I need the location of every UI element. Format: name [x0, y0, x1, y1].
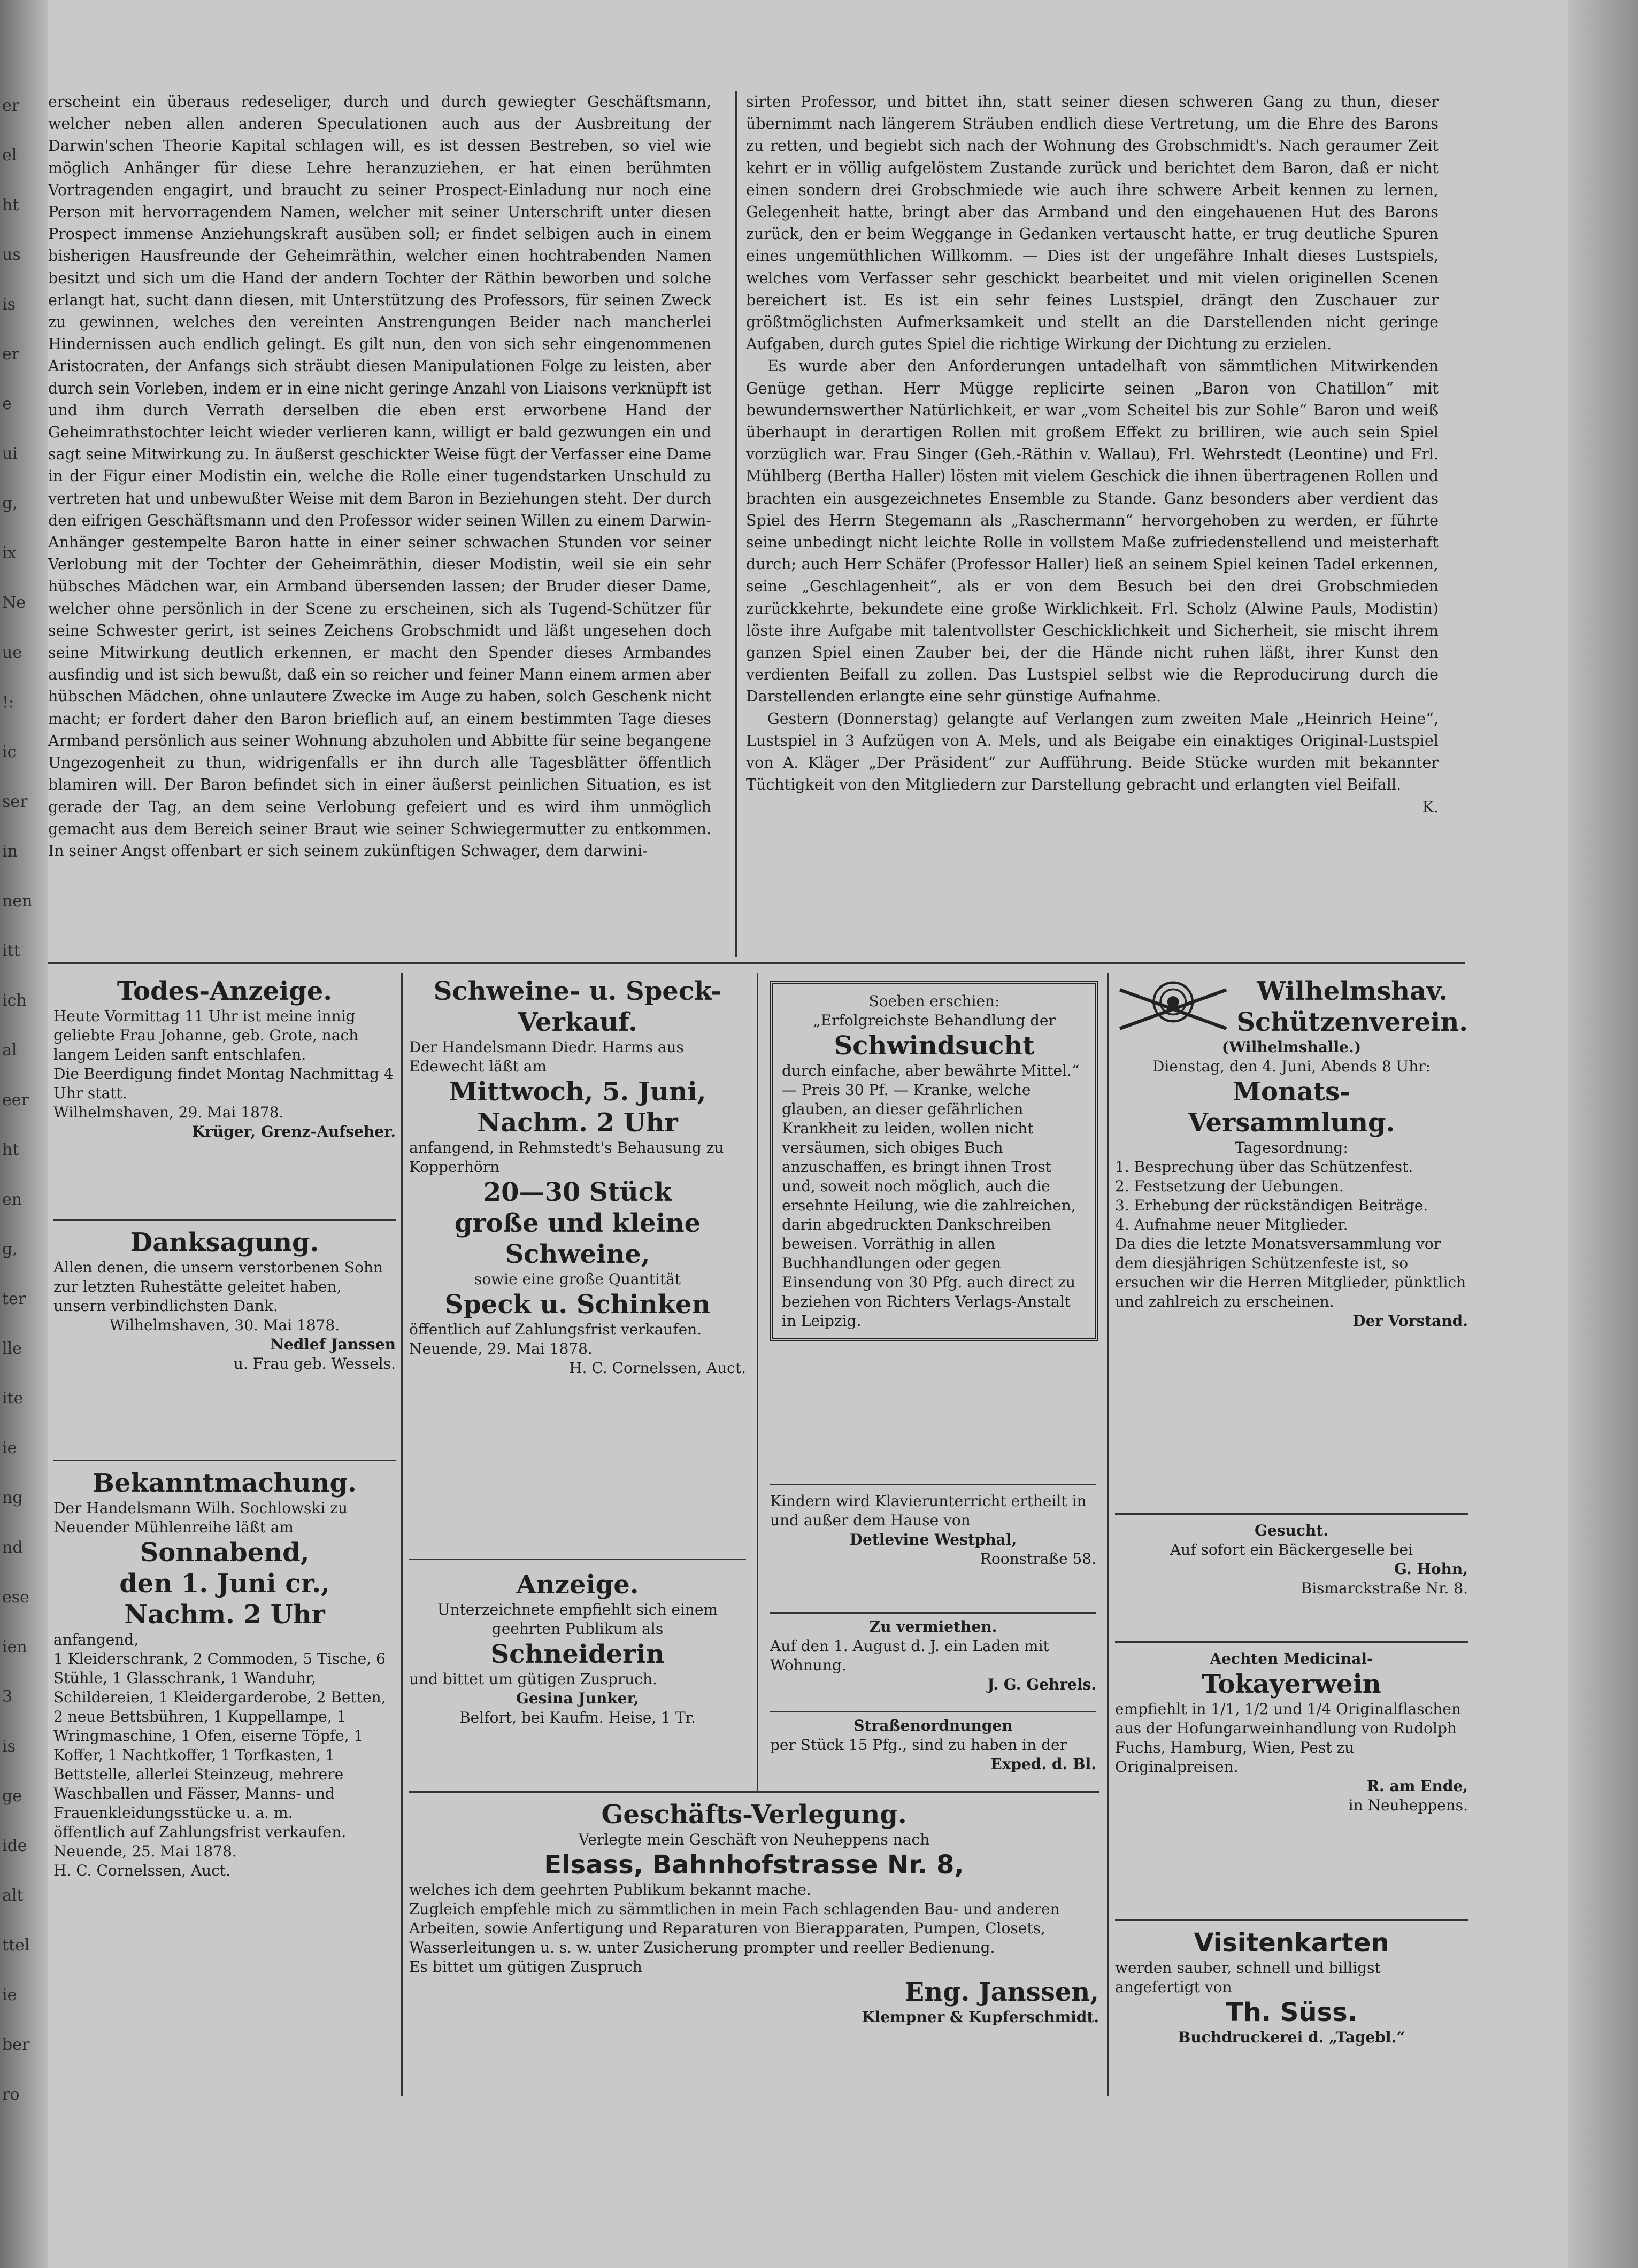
article-signature: K.	[1422, 798, 1439, 816]
pig-sale-what: Schweine,	[505, 1239, 650, 1269]
auction-signature: H. C. Cornelssen, Auct.	[53, 1862, 230, 1879]
club-text: Da dies die letzte Monatsversammlung vor dem diesjährigen Schützenfeste ist, so ersuchen wir die Herren Mitglieder, pünktlich und zahlreich zu erscheinen.	[1115, 1235, 1466, 1310]
pig-sale-text: öffentlich auf Zahlungsfrist verkaufen.	[409, 1321, 702, 1338]
death-notice	[53, 976, 396, 1141]
cards-name: Th. Süss.	[1226, 1997, 1357, 2027]
piano-lessons-ad	[770, 1492, 1096, 1569]
wanted-name: G. Hohn,	[1394, 1560, 1468, 1578]
shooting-club-ad	[1115, 976, 1468, 1331]
gutter-fragment: itt	[2, 942, 20, 960]
gutter-fragment: 3	[2, 1687, 13, 1706]
pig-sale-notice	[409, 976, 746, 1378]
relocation-text: Verlegte mein Geschäft von Neuheppens nach	[578, 1831, 930, 1848]
cards-text: werden sauber, schnell und billigst angefertigt von	[1115, 1959, 1381, 1996]
gutter-fragment: er	[2, 96, 20, 115]
wanted-title: Gesucht.	[1255, 1522, 1328, 1539]
auction-text: Der Handelsmann Wilh. Sochlowski zu Neuender Mühlenreihe läßt am	[53, 1499, 348, 1536]
gutter-fragment: nen	[2, 892, 33, 911]
auction-title: Bekanntmachung.	[93, 1468, 357, 1498]
gutter-fragment: al	[2, 1041, 17, 1060]
ad-divider	[53, 1219, 396, 1221]
ad-divider	[770, 1484, 1096, 1485]
gutter-fragment: !:	[2, 693, 14, 712]
club-event: Versammlung.	[1188, 1108, 1395, 1138]
gutter-fragment: ix	[2, 544, 17, 562]
tailor-what: Schneiderin	[490, 1639, 665, 1669]
gutter-fragment: ber	[2, 2035, 30, 2054]
relocation-text: Es bittet um gütigen Zuspruch	[409, 1958, 642, 1976]
gutter-fragment: ese	[2, 1588, 29, 1607]
auction-text: öffentlich auf Zahlungsfrist verkaufen.	[53, 1823, 347, 1841]
piano-ad-name: Detlevine Westphal,	[849, 1531, 1017, 1548]
rent-ad-title: Zu vermiethen.	[869, 1618, 997, 1636]
gutter-fragment: ie	[2, 1439, 17, 1457]
ad-divider	[770, 1711, 1096, 1712]
wanted-text: Auf sofort ein Bäckergeselle bei	[1170, 1541, 1413, 1559]
book-ad-consumption	[770, 981, 1098, 1341]
ad-divider	[1115, 1641, 1468, 1643]
pig-sale-text: sowie eine große Quantität	[474, 1270, 681, 1288]
death-notice-title: Todes-Anzeige.	[117, 976, 333, 1006]
gutter-fragment: ue	[2, 643, 22, 662]
street-ad-signature: Exped. d. Bl.	[990, 1755, 1096, 1773]
gutter-fragment: in	[2, 842, 18, 861]
thanks-signature: u. Frau geb. Wessels.	[233, 1355, 396, 1372]
relocation-text: welches ich dem geehrten Publikum bekannt mache.	[409, 1881, 811, 1899]
book-ad-text: durch einfache, aber bewährte Mittel.“ — Preis 30 Pf. — Kranke, welche glauben, an dieser gefährlichen Krankheit zu leiden, wollen nicht versäumen, sich obiges Buch anzuschaffen, es bringt ihnen Trost und, soweit noch möglich, auch die ersehnte Heilung, wie die zahlreichen, darin abgedruckten Dankschreiben beweisen. Vorräthig in allen Buchhandlungen oder gegen Einsendung von 30 Pfg. auch direct zu beziehen von Richters Verlags-Anstalt in Leipzig.	[782, 1062, 1080, 1330]
gutter-fragment: ttel	[2, 1936, 30, 1955]
page-edge	[1568, 0, 1638, 2268]
pig-sale-time: Nachm. 2 Uhr	[477, 1108, 678, 1138]
thanks-date: Wilhelmshaven, 30. Mai 1878.	[109, 1316, 340, 1334]
gutter-fragment: ien	[2, 1638, 27, 1656]
agenda-item: 3. Erhebung der rückständigen Beiträge.	[1115, 1197, 1428, 1214]
relocation-text: Zugleich empfehle mich zu sämmtlichen in mein Fach schlagenden Bau- und anderen Arbeiten, sowie Anfertigung und Reparaturen von Bierapparaten, Pumpen, Closets, Wasserleitungen u. s. w. unter Zusicherung prompter und reeller Bedienung.	[409, 1900, 1060, 1956]
section-divider	[48, 962, 1465, 964]
tailor-address: Belfort, bei Kaufm. Heise, 1 Tr.	[459, 1709, 696, 1726]
rent-ad-signature: J. G. Gehrels.	[987, 1676, 1096, 1693]
gutter-fragment: ter	[2, 1290, 26, 1308]
business-cards-ad	[1115, 1927, 1468, 2047]
ad-divider	[1115, 1513, 1468, 1515]
thanks-title: Danksagung.	[130, 1228, 319, 1258]
wanted-address: Bismarckstraße Nr. 8.	[1301, 1579, 1468, 1597]
pig-sale-date: Neuende, 29. Mai 1878.	[409, 1340, 593, 1357]
gutter-fragment: ro	[2, 2085, 20, 2104]
agenda-item: 2. Festsetzung der Uebungen.	[1115, 1177, 1344, 1195]
gutter-fragment: ser	[2, 792, 28, 811]
cards-title: Visitenkarten	[1194, 1928, 1389, 1958]
tokay-wine-ad	[1115, 1649, 1468, 1815]
column-divider	[401, 973, 403, 2096]
agenda-title: Tagesordnung:	[1235, 1139, 1348, 1156]
relocation-signature: Eng. Janssen,	[904, 1977, 1099, 2007]
gutter-fragment: ui	[2, 444, 18, 463]
gutter-fragment: ht	[2, 196, 19, 214]
tailor-title: Anzeige.	[516, 1570, 639, 1600]
gutter-fragment: ite	[2, 1389, 24, 1408]
auction-date-line: Neuende, 25. Mai 1878.	[53, 1842, 237, 1860]
column-divider	[1107, 973, 1109, 2096]
thanks-signature: Nedlef Janssen	[270, 1336, 396, 1353]
wine-signature: in Neuheppens.	[1348, 1796, 1468, 1814]
death-notice-signature: Krüger, Grenz-Aufseher.	[191, 1123, 396, 1140]
ad-divider	[770, 1612, 1096, 1614]
tailor-notice	[409, 1569, 746, 1727]
gutter-fragment: ng	[2, 1488, 23, 1507]
auction-notice-furniture	[53, 1468, 396, 1880]
article-paragraph: sirten Professor, und bittet ihn, statt seiner diesen schweren Gang zu thun, dieser übernimmt nach längerem Sträuben endlich diese Vertretung, um die Ehre des Barons zu retten, und begiebt sich nach der Wohnung des Grobschmidt's. Nach geraumer Zeit kehrt er in völlig aufgelöstem Zustande zurück und berichtet dem Baron, daß er nicht einen sondern drei Grobschmiede wie auch ihre schwere Arbeit kennen zu lernen, Gelegenheit hatte, bringt aber das Armband und den eingehauenen Hut des Barons zurück, den er beim Weggange in Gedanken vertauscht hatte, er trug deutliche Spuren eines ungemüthlichen Willkomm. — Dies ist der ungefähre Inhalt dieses Lustspiels, welches vom Verfasser sehr geschickt bearbeitet und mit vielen originellen Scenen bereichert ist. Es ist ein sehr feines Lustspiel, drängt den Zuschauer zur größtmöglichsten Aufmerksamkeit und stellt an die Darstellenden nicht geringe Aufgaben, durch gutes Spiel die richtige Wirkung der Dichtung zu erzielen.	[746, 93, 1439, 353]
ad-divider	[53, 1460, 396, 1461]
wanted-ad	[1115, 1521, 1468, 1598]
auction-text: anfangend,	[53, 1631, 139, 1648]
gutter-fragment: er	[2, 345, 20, 364]
cards-signature: Buchdruckerei d. „Tagebl.“	[1178, 2028, 1405, 2046]
pig-sale-what: Speck u. Schinken	[444, 1290, 711, 1320]
ad-divider	[409, 1559, 746, 1560]
piano-ad-text: Kindern wird Klavierunterricht ertheilt in und außer dem Hause von	[770, 1492, 1087, 1529]
gutter-fragment: is	[2, 295, 16, 314]
auction-time: Nachm. 2 Uhr	[124, 1600, 325, 1630]
article-left-column	[48, 91, 711, 862]
pig-sale-title: Verkauf.	[518, 1007, 637, 1037]
pig-sale-count: 20—30 Stück	[483, 1177, 672, 1207]
thanks-text: Allen denen, die unsern verstorbenen Sohn zur letzten Ruhestätte geleitet haben, unsern verbindlichsten Dank.	[53, 1259, 383, 1315]
pig-sale-text: anfangend, in Rehmstedt's Behausung zu Kopperhörn	[409, 1139, 724, 1176]
article-right-column	[746, 91, 1439, 818]
book-ad-quote: „Erfolgreichste Behandlung der	[813, 1012, 1056, 1029]
relocation-address: Elsass, Bahnhofstrasse Nr. 8,	[544, 1850, 964, 1880]
relocation-signature: Klempner & Kupferschmidt.	[862, 2008, 1099, 2026]
shooting-club-header	[1115, 976, 1468, 1038]
pig-sale-text: Der Handelsmann Diedr. Harms aus Edewecht läßt am	[409, 1038, 684, 1075]
ad-divider	[1115, 1919, 1468, 1921]
gutter-fragment: el	[2, 146, 17, 165]
death-notice-text: Die Beerdigung findet Montag Nachmittag 4 Uhr statt.	[53, 1065, 394, 1102]
wine-signature: R. am Ende,	[1366, 1777, 1468, 1795]
pig-sale-day: Mittwoch, 5. Juni,	[449, 1077, 706, 1107]
article-paragraph: Gestern (Donnerstag) gelangte auf Verlangen zum zweiten Male „Heinrich Heine“, Lustspiel in 3 Aufzügen von A. Mels, und als Beigabe ein einaktiges Original-Lustspiel von A. Kläger „Der Präsident“ zur Aufführung. Beide Stücke wurden mit bekannter Tüchtigkeit von den Mitgliedern zur Darstellung gebracht und erlangten viel Beifall.	[746, 709, 1439, 794]
gutter-fragment: e	[2, 395, 12, 413]
tailor-name: Gesina Junker,	[516, 1690, 639, 1707]
thanks-notice	[53, 1227, 396, 1374]
gutter-fragment: lle	[2, 1339, 22, 1358]
pig-sale-what: große und kleine	[454, 1208, 701, 1238]
target-rifles-icon	[1115, 977, 1231, 1036]
tailor-text: Unterzeichnete empfiehlt sich einem geehrten Publikum als	[437, 1601, 718, 1638]
club-title: Schützenverein.	[1236, 1007, 1468, 1037]
wine-text: empfiehlt in 1/1, 1/2 und 1/4 Originalflaschen aus der Hofungarweinhandlung von Rudolph Fuchs, Hamburg, Wien, Pest zu Originalpreisen.	[1115, 1700, 1461, 1776]
club-title: Wilhelmshav.	[1257, 976, 1448, 1006]
pig-sale-title: Schweine- u. Speck-	[433, 976, 722, 1006]
gutter-fragment: eer	[2, 1091, 29, 1109]
gutter-fragment: Ne	[2, 593, 26, 612]
club-signature: Der Vorstand.	[1352, 1312, 1468, 1330]
auction-items: 1 Kleiderschrank, 2 Commoden, 5 Tische, 6 Stühle, 1 Glasschrank, 1 Wanduhr, Schildereien, 1 Kleidergarderobe, 2 Betten, 2 neue Bettsbühren, 1 Kuppellampe, 1 Wringmaschine, 1 Ofen, eiserne Töpfe, 1 Koffer, 1 Nachtkoffer, 1 Torfkasten, 1 Bettstelle, allerlei Steinzeug, mehrere Waschballen und Fässer, Manns- und Frauenkleidungsstücke u. a. m.	[53, 1650, 386, 1822]
gutter-fragment: en	[2, 1190, 22, 1209]
club-event: Monats-	[1232, 1077, 1351, 1107]
gutter-fragment: is	[2, 1737, 16, 1756]
piano-ad-address: Roonstraße 58.	[980, 1550, 1096, 1568]
article-paragraph: erscheint ein überaus redeseliger, durch und durch gewiegter Geschäftsmann, welcher neben allen anderen Speculationen auch aus der Ausbreitung der Darwin'schen Theorie Kapital schlagen will, es ist dessen Bestreben, so viel wie möglich Anhänger für diese Lehre heranzuziehen, er hat einen berühmten Vortragenden engagirt, und braucht zu seiner Prospect-Einladung nur noch eine Person mit hervorragendem Namen, welcher mit seiner Unterschrift unter diesen Prospect immense Anziehungskraft ausüben soll; er findet selbigen auch in einem bisherigen Hausfreunde der Geheimräthin, welcher einen hochtrabenden Namen besitzt und sich um die Hand der andern Tochter der Räthin beworben und solche erlangt hat, sucht dann diesen, mit Unterstützung des Professors, für seinen Zweck zu gewinnen, welches den vereinten Anstrengungen Beider nach mancherlei Hindernissen auch endlich gelingt. Es gilt nun, den von sich sehr eingenommenen Aristocraten, der Anfangs sich sträubt diesen Manipulationen Folge zu leisten, aber durch sein Vorleben, indem er in eine nicht geringe Anzahl von Liaisons verknüpft ist und ihm durch Verrath derselben die eben erst erworbene Hand der Geheimrathstochter leicht wieder verlieren kann, willigt er bald gezwungen ein und sagt seine Mitwirkung zu. In äußerst geschickter Weise fügt der Verfasser eine Dame in der Figur einer Modistin ein, welche die Rolle einer tugendstarken Unschuld zu vertreten hat und unbewußter Weise mit dem Baron in Beziehungen steht. Der durch den eifrigen Geschäftsmann und den Professor wider seinen Willen zu einem Darwin-Anhänger gestempelte Baron hatte in einer seiner schwachen Stunden vor seiner Verlobung mit der Tochter der Geheimräthin, dieser Modistin, weil sie ein sehr hübsches Mädchen war, ein Armband übersenden lassen; der Bruder dieser Dame, welcher ohne persönlich in der Scene zu erscheinen, sich als Tugend-Schützer für seine Schwester gerirt, ist seines Zeichens Grobschmidt und läßt ungesehen doch seine Mitwirkung deutlich erkennen, er macht den Spender dieses Armbandes ausfindig und ist sich bewußt, daß ein so reicher und feiner Mann einem armen aber hübschen Mädchen, ohne unlautere Zwecke im Auge zu haben, solch Geschenk nicht macht; er fordert daher den Baron brieflich auf, an einem bestimmten Tage dieses Armband persönlich aus seiner Wohnung abzuholen und Abbitte für seine begangene Ungezogenheit zu thun, widrigenfalls er ihn durch alle Tagesblätter öffentlich blamiren will. Der Baron befindet sich in einer äußerst peinlichen Situation, es ist gerade der Tag, an dem seine Verlobung gefeiert und es wird ihm unmöglich gemacht aus dem Bereich seiner Braut wie seiner Schwiegermutter zu entkommen. In seiner Angst offenbart er sich seinem zukünftigen Schwager, dem darwini-	[48, 93, 711, 860]
article-paragraph: Es wurde aber den Anforderungen untadelhaft von sämmtlichen Mitwirkenden Genüge gethan. Herr Mügge replicirte seinen „Baron von Chatillon“ mit bewundernswerther Natürlichkeit, er war „vom Scheitel bis zur Sohle“ Baron und weiß überhaupt in derartigen Rollen mit großem Effekt zu brilliren, wie auch sein Spiel vorzüglich war. Frau Singer (Geh.-Räthin v. Wallau), Frl. Wehrstedt (Leontine) und Frl. Mühlberg (Bertha Haller) lösten mit vielem Geschick die ihnen übertragenen Rollen und brachten ein ausgezeichnetes Ensemble zu Stande. Ganz besonders aber verdient das Spiel des Herrn Stegemann als „Raschermann“ hervorgehoben zu werden, er führte seine unbedingt nicht leichte Rolle in vollstem Maße zufriedenstellend und meisterhaft durch; auch Herr Schäfer (Professor Haller) ließ an seinem Spiel keinen Tadel erkennen, seine „Geschlagenheit“, als er von dem Besuch bei den drei Grobschmieden zurückkehrte, bekundete eine große Wirklichkeit. Frl. Scholz (Alwine Pauls, Modistin) löste ihre Aufgabe mit talentvollster Geschicklichkeit und Sicherheit, sie mischt ihrem ganzen Spiel einen Zauber bei, der die Hände nicht ruhen läßt, ihrer Kunst den verdienten Beifall zu zollen. Das Lustspiel selbst wie die Reproducirung durch die Darstellenden erlangte eine sehr günstige Aufnahme.	[746, 357, 1439, 706]
club-place: (Wilhelmshalle.)	[1221, 1038, 1362, 1056]
death-notice-text: Heute Vormittag 11 Uhr ist meine innig geliebte Frau Johanne, geb. Grote, nach langem Leiden sanft entschlafen.	[53, 1007, 359, 1063]
rent-ad-text: Auf den 1. August d. J. ein Laden mit Wohnung.	[770, 1637, 1049, 1674]
gutter-fragment: nd	[2, 1538, 23, 1557]
street-regulations-ad	[770, 1716, 1096, 1774]
ad-divider	[409, 1791, 1099, 1793]
gutter-fragment: us	[2, 245, 21, 264]
gutter-fragment: ht	[2, 1140, 19, 1159]
gutter-fragment: g,	[2, 1240, 18, 1259]
gutter-fragment: ge	[2, 1787, 22, 1806]
wine-title: Aechten Medicinal-	[1210, 1650, 1373, 1668]
column-divider	[757, 973, 758, 1791]
business-relocation-ad	[409, 1799, 1099, 2027]
auction-day: Sonnabend,	[140, 1538, 310, 1568]
book-ad-pre: Soeben erschien:	[868, 992, 1000, 1010]
wine-title: Tokayerwein	[1202, 1669, 1381, 1699]
gutter-fragment: ich	[2, 991, 27, 1010]
tailor-text: und bittet um gütigen Zuspruch.	[409, 1670, 657, 1688]
gutter-fragment: g,	[2, 494, 18, 513]
street-ad-title: Straßenordnungen	[853, 1717, 1013, 1734]
gutter-fragment: ide	[2, 1837, 27, 1855]
gutter-fragment: ic	[2, 743, 17, 761]
book-ad-title: Schwindsucht	[834, 1031, 1035, 1061]
street-ad-text: per Stück 15 Pfg., sind zu haben in der	[770, 1736, 1067, 1754]
gutter-fragment: ie	[2, 1986, 17, 2004]
club-date: Dienstag, den 4. Juni, Abends 8 Uhr:	[1152, 1058, 1431, 1075]
pig-sale-signature: H. C. Cornelssen, Auct.	[569, 1359, 746, 1377]
agenda-list	[1115, 1158, 1468, 1235]
rent-ad	[770, 1617, 1096, 1694]
column-divider	[735, 91, 737, 957]
previous-page-fragment	[0, 0, 45, 2268]
agenda-item: 1. Besprechung über das Schützenfest.	[1115, 1158, 1413, 1176]
death-notice-date: Wilhelmshaven, 29. Mai 1878.	[53, 1104, 284, 1121]
agenda-item: 4. Aufnahme neuer Mitglieder.	[1115, 1216, 1348, 1233]
relocation-title: Geschäfts-Verlegung.	[601, 1800, 907, 1830]
auction-date: den 1. Juni cr.,	[119, 1569, 330, 1599]
gutter-fragment: alt	[2, 1886, 24, 1905]
